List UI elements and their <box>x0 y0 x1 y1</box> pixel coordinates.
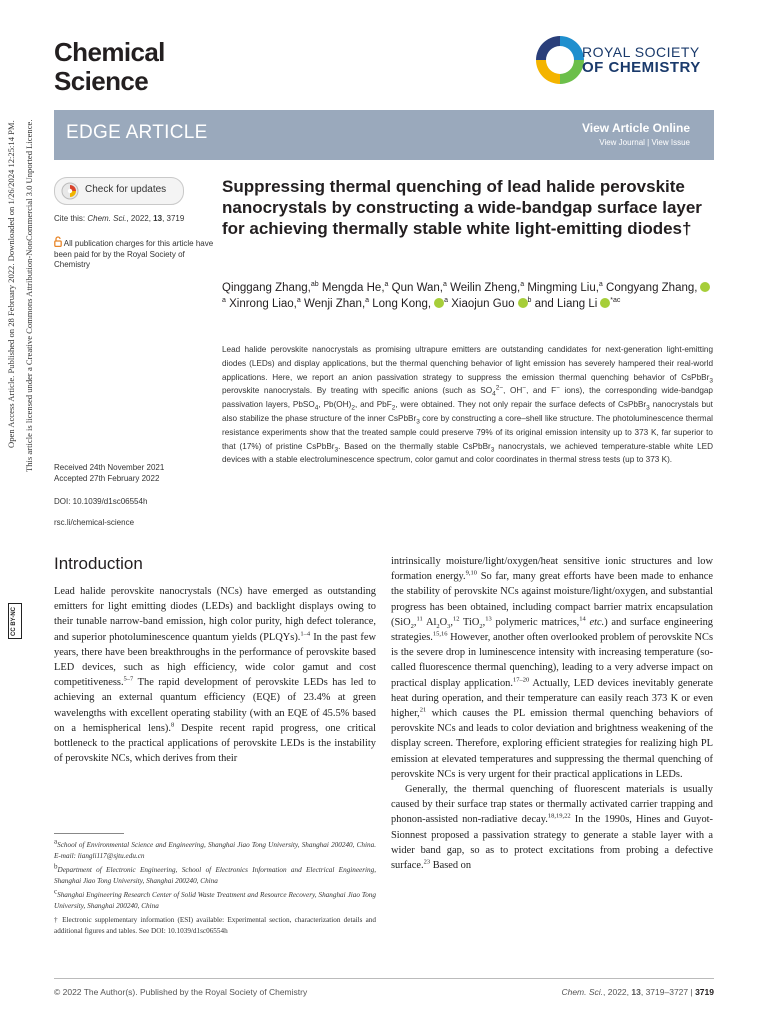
text-run: Lead halide perovskite nanocrystals as promising ultrapure emitters are outstanding candidates for next-generation light-emitting diodes (LEDs) and display applications, but the thermal quenching behavior of light emission has severely hampered their real-world applications. Here, we report an anion passivation strategy to suppress the emission thermal quenching behavior of CsPbBr <box>222 345 713 382</box>
article-type-label: EDGE ARTICLE <box>66 122 208 143</box>
author <box>222 282 319 294</box>
footer-volume: 13 <box>631 987 641 997</box>
formula-subscript: 3 <box>334 446 339 454</box>
citation-ref: − <box>556 384 560 392</box>
view-links <box>599 138 690 147</box>
author-affiliation: a <box>520 281 525 289</box>
cite-pages: , 3719 <box>162 214 185 223</box>
text-run: which causes the PL emission thermal quenching behaviors of perovskite NCs and leads to color deviation and brightness weakening of the display screen. Therefore, exploring efficient strategies for realizing high PL emission at elevated temperatures and suppressing the thermal quenching of perovskite NCs is very urgent for their practical applications in LEDs. <box>391 708 713 780</box>
publisher-line2: OF CHEMISTRY <box>582 59 701 76</box>
text-run: , <box>413 616 417 628</box>
text-run: , <box>482 616 486 628</box>
intro-paragraph <box>391 554 713 782</box>
citation-ref: 23 <box>423 858 431 866</box>
author-affiliation: b <box>527 297 532 305</box>
footer-copyright: © 2022 The Author(s). Published by the Royal Society of Chemistry <box>54 987 308 997</box>
formula-subscript: 3 <box>490 446 495 454</box>
text-run: perovskite nanocrystals. By treating with specific anions (such as SO <box>222 386 493 396</box>
article-title: Suppressing thermal quenching of lead halide perovskite nanocrystals by constructing a wide-bandgap surface layer for achieving thermally stable white light-emitting diodes† <box>222 177 702 238</box>
cite-year: , 2022, <box>126 214 154 223</box>
author <box>527 282 603 294</box>
author <box>450 282 524 294</box>
check-updates-icon <box>61 182 79 200</box>
cite-prefix: Cite this: <box>54 214 88 223</box>
footnote-affiliation-b: $^b$Department of Electronic Engineering, School of Electronics Information and Electrical Engineering, Shanghai Jiao Tong University, Shanghai 200240, China <box>54 862 376 885</box>
formula-subscript: 3 <box>646 404 650 412</box>
author-affiliation: a <box>365 297 370 305</box>
check-for-updates-button[interactable] <box>54 177 184 205</box>
author-name: Wenji Zhan, <box>304 298 366 310</box>
formula-subscript: 3 <box>709 377 713 385</box>
formula-subscript: 2 <box>391 404 396 412</box>
text-run: However, another often overlooked problem of perovskite NCs is the severe drop in luminescence intensity with increasing temperature (so-called fluorescence thermal quenching), leading to a very adverse impact on practical display application. <box>391 632 713 689</box>
text-run: , <box>450 616 453 628</box>
formula-subscript: 2 <box>436 622 440 630</box>
received-dates <box>54 463 214 484</box>
view-issue-link[interactable]: View Issue <box>651 138 690 147</box>
author-name: Xiaojun Guo <box>451 298 515 310</box>
text-run: core by constructing a core–shell like structure. The photoluminescence thermal resistance experiments show that the treated sample could preserve 79% of its original emission intensity up to 373 K, far superior to that (17%) of pristine CsPbBr <box>222 413 713 451</box>
text-run: , and PbF <box>354 400 392 410</box>
author-name: Mingming Liu, <box>527 282 599 294</box>
text-run: , Pb(OH) <box>318 400 352 410</box>
footnote-esi: † Electronic supplementary information (ESI) available: Experimental section, characterization details and additional figures and tables. See DOI: 10.1039/d1sc06554h <box>54 916 376 935</box>
orcid-icon[interactable] <box>434 298 444 308</box>
accepted-date: Accepted 27th February 2022 <box>54 473 160 483</box>
citation-ref: 8 <box>170 721 175 729</box>
citation-ref: 2− <box>495 384 504 392</box>
text-run: O <box>439 616 448 628</box>
text-run: In the 1990s, Hines and Guyot-Sionnest proposed a passivation strategy to generate a stable layer with a wider band gap, so as to protect excitations from probing a defective surface. <box>391 814 713 872</box>
formula-subscript: 4 <box>314 404 319 412</box>
author <box>322 282 389 294</box>
license-side-strip <box>4 120 44 640</box>
text-run: . Based on the thermally stable CsPbBr <box>338 441 491 451</box>
formula-subscript: 2 <box>479 622 483 630</box>
text-run: polymeric matrices, <box>491 616 580 628</box>
text-run: Based on <box>430 860 472 872</box>
citation-ref: 11 <box>416 615 423 623</box>
text-run: etc. <box>585 616 605 628</box>
author-name: Xinrong Liao, <box>229 298 297 310</box>
footnote-affiliation-a: $^a$School of Environmental Science and Engineering, Shanghai Jiao Tong University, Shanghai 200240, China. E-mail: liangli117@sjtu.edu.cn <box>54 837 376 860</box>
open-access-note <box>54 236 214 271</box>
text-run: Lead halide perovskite nanocrystals (NCs) have emerged as outstanding emitters for light emitting diodes (LEDs) and backlight displays owing to their tunable narrow-band emission, high color purity, high defect tolerance, and superior photoluminescence quantum yields (PLQYs). <box>54 586 376 643</box>
text-run: Despite recent rapid progress, one critical bottleneck to the practical applications of perovskite LEDs is the instability of perovskite NCs, which derives from their <box>54 722 377 765</box>
author-affiliation: *ac <box>610 297 621 305</box>
text-run: nanocrystals but also stabilize the phase structure of the inner CsPbBr <box>222 400 713 423</box>
intro-paragraph <box>391 782 713 873</box>
author <box>372 298 448 310</box>
orcid-icon[interactable] <box>700 282 710 292</box>
view-links-separator: | <box>644 138 652 147</box>
author-name: Qun Wan, <box>391 282 443 294</box>
citation-ref: 1–4 <box>300 630 311 638</box>
citation-ref: 5–7 <box>123 675 134 683</box>
formula-subscript: 2 <box>410 622 414 630</box>
section-heading-introduction: Introduction <box>54 554 143 573</box>
text-run: ) and surface engineering strategies. <box>391 616 713 644</box>
author <box>451 298 531 310</box>
footer-year: , 2022, <box>603 987 632 997</box>
footer-divider <box>54 978 714 979</box>
citation-ref: 13 <box>485 615 492 623</box>
text-run: So far, many great efforts have been made to enhance the stability of perovskite NCs against moisture/light/oxygen, and substantial progress has been obtained, including compact barrier matrix encapsulation (SiO <box>391 571 714 628</box>
footer-separator: | <box>688 987 696 997</box>
author-name: Congyang Zhang, <box>606 282 698 294</box>
received-date: Received 24th November 2021 <box>54 463 165 472</box>
citation-ref: 15,16 <box>432 630 448 638</box>
footnotes <box>54 837 376 940</box>
view-article-online-link[interactable]: View Article Online <box>581 121 690 135</box>
author <box>535 298 621 310</box>
author-name: Long Kong, <box>372 298 432 310</box>
author-affiliation: a <box>222 297 226 305</box>
page-number: 3719 <box>695 987 714 997</box>
cite-volume: 13 <box>153 214 163 223</box>
text-run: , OH <box>503 386 523 396</box>
author-affiliation: a <box>296 297 301 305</box>
text-run: intrinsically moisture/light/oxygen/heat sensitive ionic structures and low formation energy. <box>391 556 713 583</box>
citation-ref: 14 <box>579 615 586 623</box>
license-line2: This article is licensed under a Creative Commons Attribution-NonCommercial 3.0 Unported Licence. <box>24 120 34 473</box>
footer-journal: Chem. Sci. <box>561 987 604 997</box>
charges-text: All publication charges for this article have been paid for by the Royal Society of Chemistry <box>54 239 214 269</box>
publisher-line1: ROYAL SOCIETY <box>582 44 700 60</box>
journal-title-line1: Chemical <box>54 37 165 67</box>
author-affiliation: a <box>444 297 449 305</box>
footnote-divider <box>54 833 124 834</box>
author-name: Mengda He, <box>321 282 385 294</box>
text-run: nanocrystals, we achieved temperature-stable white LED devices with a stable electroluminescence spectrum, color gamut and color coordinates in thermal stress tests (up to 373 K). <box>222 441 713 465</box>
author-name: Weilin Zheng, <box>450 282 521 294</box>
citation-ref: 9,10 <box>465 569 478 577</box>
intro-paragraph <box>54 584 376 766</box>
footer-citation <box>561 987 714 997</box>
body-column-right <box>391 554 713 873</box>
journal-title <box>54 38 214 96</box>
formula-subscript: 3 <box>416 418 420 426</box>
author-affiliation: a <box>384 281 389 289</box>
citation-ref: − <box>522 384 527 392</box>
author <box>392 282 447 294</box>
footer-pages: , 3719–3727 <box>640 987 689 997</box>
citation-ref: 12 <box>452 615 460 623</box>
text-run: Actually, LED devices inevitably generate heat during operation, and their temperature can easily reach 373 K or even higher, <box>391 677 713 720</box>
footnote-affiliation-c: $^c$Shanghai Engineering Research Center of Solid Waste Treatment and Resource Recovery, Shanghai Jiao Tong University, Shanghai 200240, China <box>54 887 376 910</box>
citation-ref: 17–20 <box>512 676 530 684</box>
license-line1: Open Access Article. Published on 28 February 2022. Downloaded on 1/26/2024 12:25:14 PM. <box>6 120 16 448</box>
doi: DOI: 10.1039/d1sc06554h <box>54 497 148 506</box>
text-run: In the past few years, there have been breakthroughs in the performance of perovskite based LED devices, such as high efficiency, wide color gamut and cost competitiveness. <box>54 631 376 689</box>
journal-link[interactable]: rsc.li/chemical-science <box>54 518 135 527</box>
citation-ref: 18,19,22 <box>547 812 571 820</box>
text-run: , were obtained. They not only repair the surface defects of CsPbBr <box>395 400 647 410</box>
journal-title-line2: Science <box>54 66 149 96</box>
formula-subscript: 4 <box>492 391 496 399</box>
formula-subscript: 2 <box>351 404 355 412</box>
text-run: ions), the corresponding wide-bandgap passivation layers, PbSO <box>222 386 713 410</box>
cite-this <box>54 214 214 225</box>
author <box>304 298 369 310</box>
publisher-name <box>582 44 701 76</box>
cite-journal: Chem. Sci. <box>87 214 127 223</box>
view-journal-link[interactable]: View Journal <box>599 138 645 147</box>
text-run: Al <box>422 616 437 628</box>
author-affiliation: a <box>598 281 603 289</box>
author-affiliation: a <box>443 281 447 289</box>
check-updates-label: Check for updates <box>85 184 167 195</box>
author-affiliation: ab <box>310 281 319 289</box>
author-name: Qinggang Zhang, <box>222 282 311 294</box>
text-run: TiO <box>459 616 480 628</box>
license-badge: CC BY-NC <box>8 603 22 639</box>
article-type-banner <box>54 110 714 160</box>
body-column-left <box>54 584 376 766</box>
text-run: , and F <box>526 386 557 396</box>
citation-ref: 21 <box>419 706 427 714</box>
open-access-lock-icon <box>54 236 62 247</box>
orcid-icon[interactable] <box>518 298 528 308</box>
abstract-text <box>222 343 713 467</box>
abstract <box>222 343 713 467</box>
orcid-icon[interactable] <box>600 298 610 308</box>
author-name: and Liang Li <box>534 298 598 310</box>
author <box>229 298 301 310</box>
formula-subscript: 3 <box>447 622 451 630</box>
author-list <box>222 280 712 312</box>
text-run: Generally, the thermal quenching of fluorescent materials is usually caused by their surface trap states or thermally activated carrier trapping and phonon-assisted non-radiative decay. <box>391 784 713 826</box>
text-run: The rapid development of perovskite LEDs has led to achieving an external quantum efficiency (EQE) of 23.4% at green wavelengths with excellent operating stability (with an EQE of 45.5% based on a hemispherical lens). <box>54 677 376 734</box>
